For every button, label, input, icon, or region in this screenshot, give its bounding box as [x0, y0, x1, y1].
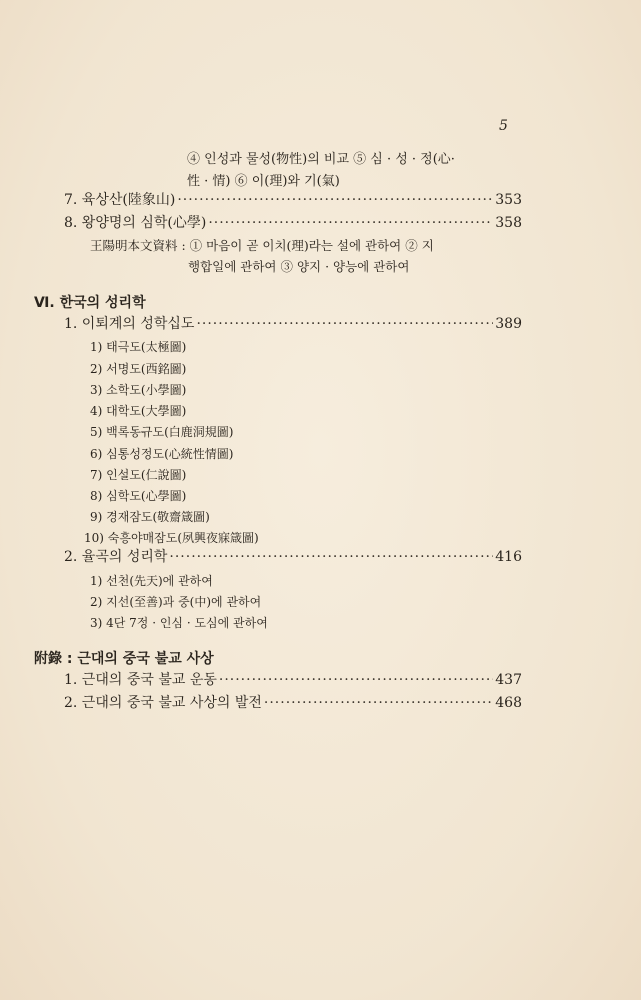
sub-item: 10) 숙흥야매잠도(夙興夜寐箴圖) — [84, 531, 259, 545]
appendix-heading: 附錄 : 근대의 중국 불교 사상 — [34, 651, 214, 667]
leader-dots — [264, 693, 493, 713]
toc-entry-page: 416 — [495, 549, 522, 565]
toc-entry-toegye[interactable] — [64, 314, 522, 334]
sub-item: 8) 심학도(心學圖) — [90, 489, 187, 503]
toc-entry-label: 2. 근대의 중국 불교 사상의 발전 — [64, 695, 262, 711]
toc-entry-page: 389 — [495, 316, 522, 332]
toc-entry-modern-buddhist-thought[interactable] — [64, 693, 522, 713]
sub-item: 7) 인설도(仁說圖) — [90, 468, 187, 482]
sub-item: 2) 서명도(西銘圖) — [90, 362, 187, 376]
sub-item: 6) 심통성정도(心統性情圖) — [90, 447, 234, 461]
leader-dots — [177, 190, 493, 210]
sub-item: 1) 선천(先天)에 관하여 — [90, 574, 213, 588]
toc-entry-page: 358 — [495, 215, 522, 231]
continuation-line-2: 性 · 情) ⑥ 이(理)와 기(氣) — [187, 174, 340, 189]
leader-dots — [196, 314, 493, 334]
toc-entry-wangyangming[interactable] — [64, 213, 522, 233]
toc-entry-page: 468 — [495, 695, 522, 711]
toc-entry-modern-buddhist-movement[interactable] — [64, 670, 522, 690]
toc-entry-label: 1. 이퇴계의 성학십도 — [64, 316, 195, 332]
toc-entry-page: 353 — [495, 192, 522, 208]
leader-dots — [169, 547, 493, 567]
toc-entry-label: 1. 근대의 중국 불교 운동 — [64, 672, 217, 688]
sub-item: 4) 대학도(大學圖) — [90, 404, 187, 418]
toc-entry-label: 8. 왕양명의 심학(心學) — [64, 215, 207, 231]
toc-entry-label: 2. 율곡의 성리학 — [64, 549, 168, 565]
toc-entry-yulgok[interactable] — [64, 547, 522, 567]
leader-dots — [219, 670, 493, 690]
section-6-heading: Ⅵ. 한국의 성리학 — [34, 295, 146, 311]
sub-item: 3) 소학도(小學圖) — [90, 383, 187, 397]
toc-entry-page: 437 — [495, 672, 522, 688]
leader-dots — [208, 213, 493, 233]
sub-item: 2) 지선(至善)과 중(中)에 관하여 — [90, 595, 262, 609]
toc-entry-label: 7. 육상산(陸象山) — [64, 192, 176, 208]
sub-item: 3) 4단 7정 · 인심 · 도심에 관하여 — [90, 616, 268, 630]
continuation-line-1: ④ 인성과 물성(物性)의 비교 ⑤ 심 · 성 · 정(心· — [187, 152, 455, 167]
page-number: 5 — [499, 118, 508, 134]
sub-item: 9) 경재잠도(敬齋箴圖) — [90, 510, 210, 524]
sub-item: 1) 태극도(太極圖) — [90, 340, 187, 354]
wangyangming-note-line-1: 王陽明本文資料 : ① 마음이 곧 이치(理)라는 설에 관하여 ② 지 — [90, 238, 434, 253]
sub-item: 5) 백록동규도(白鹿洞規圖) — [90, 425, 234, 439]
wangyangming-note-line-2: 행합일에 관하여 ③ 양지 · 양능에 관하여 — [188, 259, 410, 274]
toc-entry-yuksangsan[interactable] — [64, 190, 522, 210]
